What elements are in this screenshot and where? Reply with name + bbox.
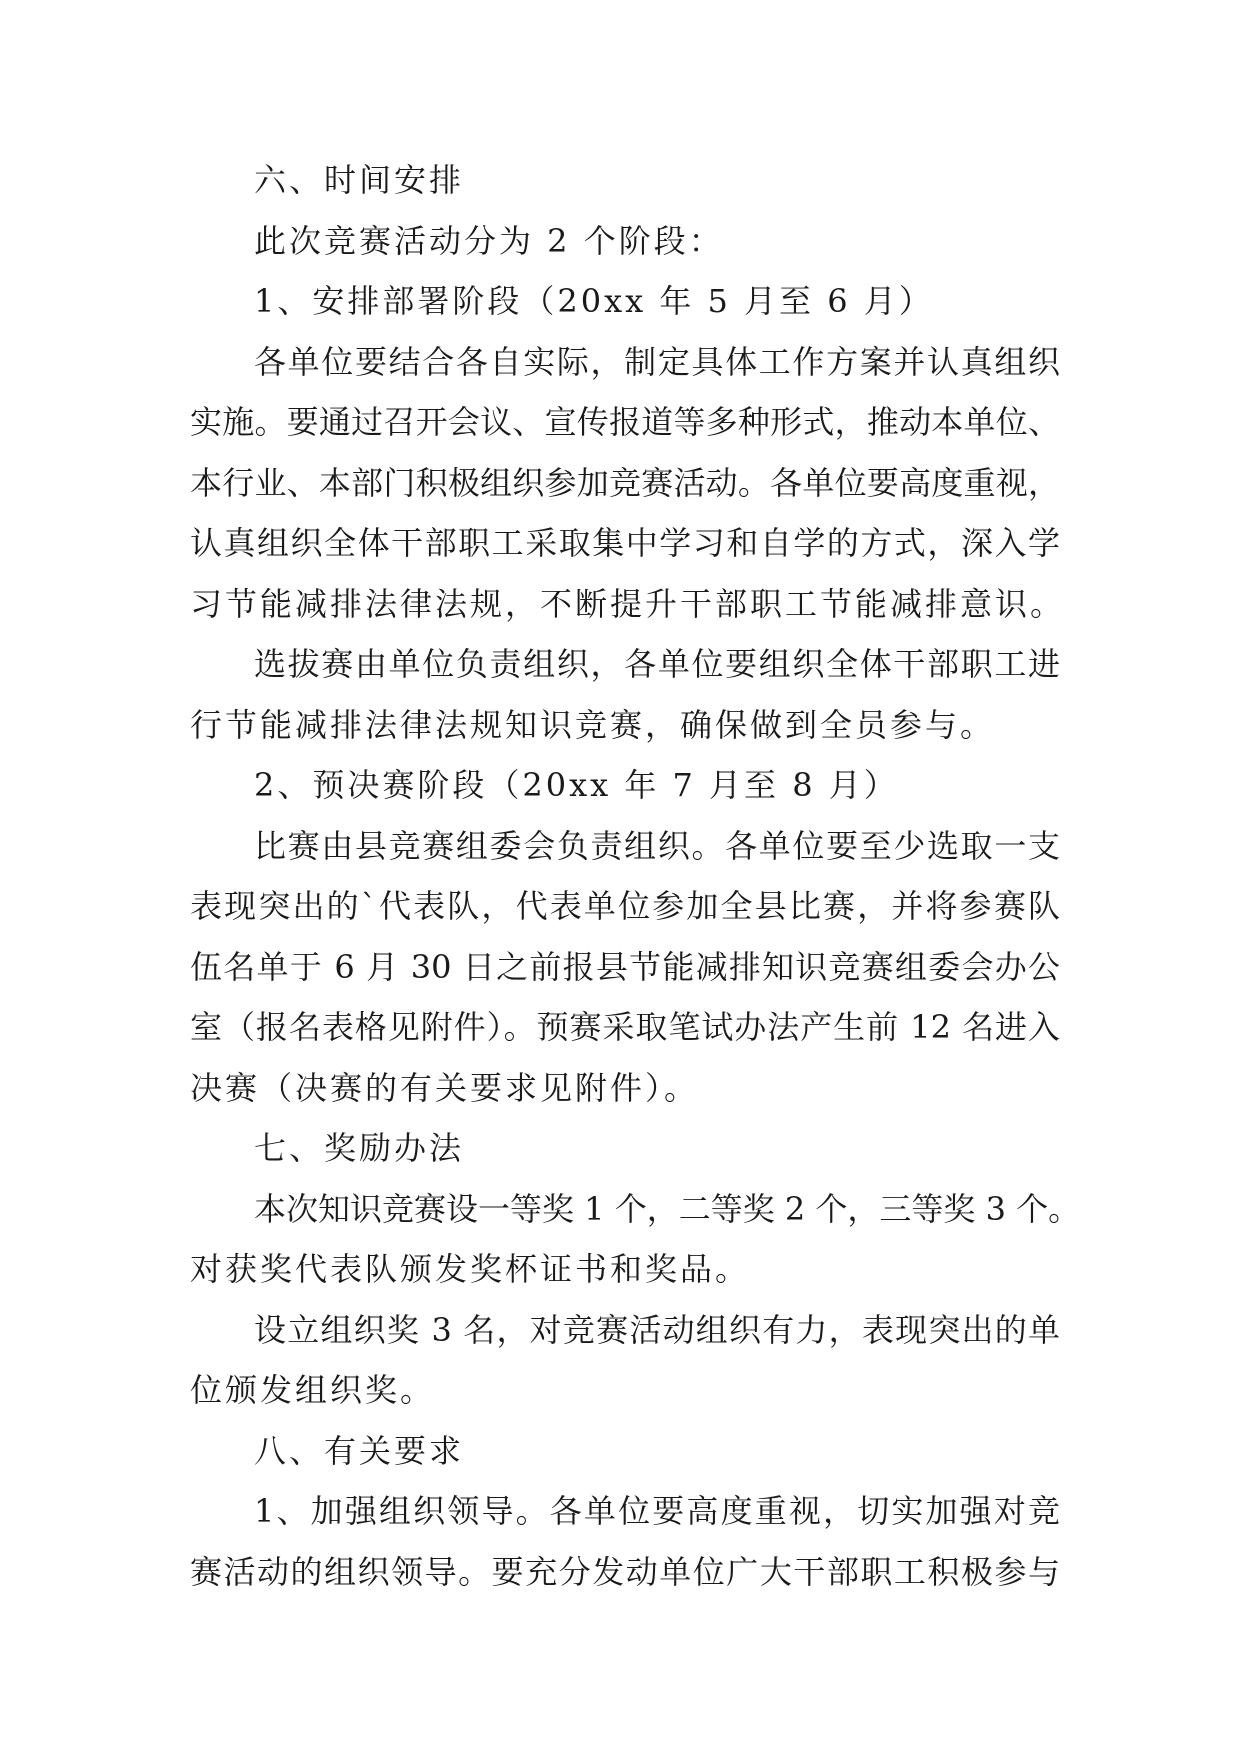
paragraph-line: 对获奖代表队颁发奖杯证书和奖品。 [190, 1250, 751, 1288]
section-heading: 八、有关要求 [254, 1431, 465, 1470]
section-heading: 六、时间安排 [254, 161, 465, 199]
paragraph-line: 本次知识竞赛设一等奖 1 个，二等奖 2 个，三等奖 3 个。 [254, 1189, 1081, 1228]
paragraph-line: 行节能减排法律法规知识竞赛，确保做到全员参与。 [190, 705, 996, 744]
paragraph-line: 认真组织全体干部职工采取集中学习和自学的方式，深入学 [190, 524, 1060, 562]
paragraph-line: 实施。要通过召开会议、宣传报道等多种形式，推动本单位、 [190, 403, 1060, 441]
paragraph-line: 此次竞赛活动分为 2 个阶段： [254, 221, 724, 260]
paragraph-line: 选拔赛由单位负责组织，各单位要组织全体干部职工进 [254, 645, 1060, 683]
paragraph-line: 表现突出的`代表队，代表单位参加全县比赛，并将参赛队 [190, 887, 1060, 925]
paragraph-line: 1、加强组织领导。各单位要高度重视，切实加强对竞 [254, 1492, 1060, 1530]
paragraph-line: 习节能减排法律法规，不断提升干部职工节能减排意识。 [190, 584, 1066, 623]
paragraph-line: 各单位要结合各自实际，制定具体工作方案并认真组织 [254, 342, 1060, 381]
paragraph-line: 决赛（决赛的有关要求见附件）。 [190, 1068, 700, 1107]
subsection-heading: 1、安排部署阶段（20xx 年 5 月至 6 月） [254, 282, 934, 320]
paragraph-line: 本行业、本部门积极组织参加竞赛活动。各单位要高度重视， [190, 463, 1060, 502]
document-body [190, 150, 1081, 1602]
paragraph-line: 比赛由县竞赛组委会负责组织。各单位要至少选取一支 [254, 826, 1060, 865]
subsection-heading: 2、预决赛阶段（20xx 年 7 月至 8 月） [254, 766, 899, 804]
paragraph-line: 伍名单于 6 月 30 日之前报县节能减排知识竞赛组委会办公 [190, 947, 1060, 986]
paragraph-line: 室（报名表格见附件）。预赛采取笔试办法产生前 12 名进入 [190, 1008, 1060, 1046]
section-heading: 七、奖励办法 [254, 1129, 465, 1167]
paragraph-line: 位颁发组织奖。 [190, 1371, 436, 1409]
paragraph-line: 赛活动的组织领导。要充分发动单位广大干部职工积极参与 [190, 1552, 1060, 1591]
paragraph-line: 设立组织奖 3 名，对竞赛活动组织有力，表现突出的单 [254, 1310, 1060, 1349]
